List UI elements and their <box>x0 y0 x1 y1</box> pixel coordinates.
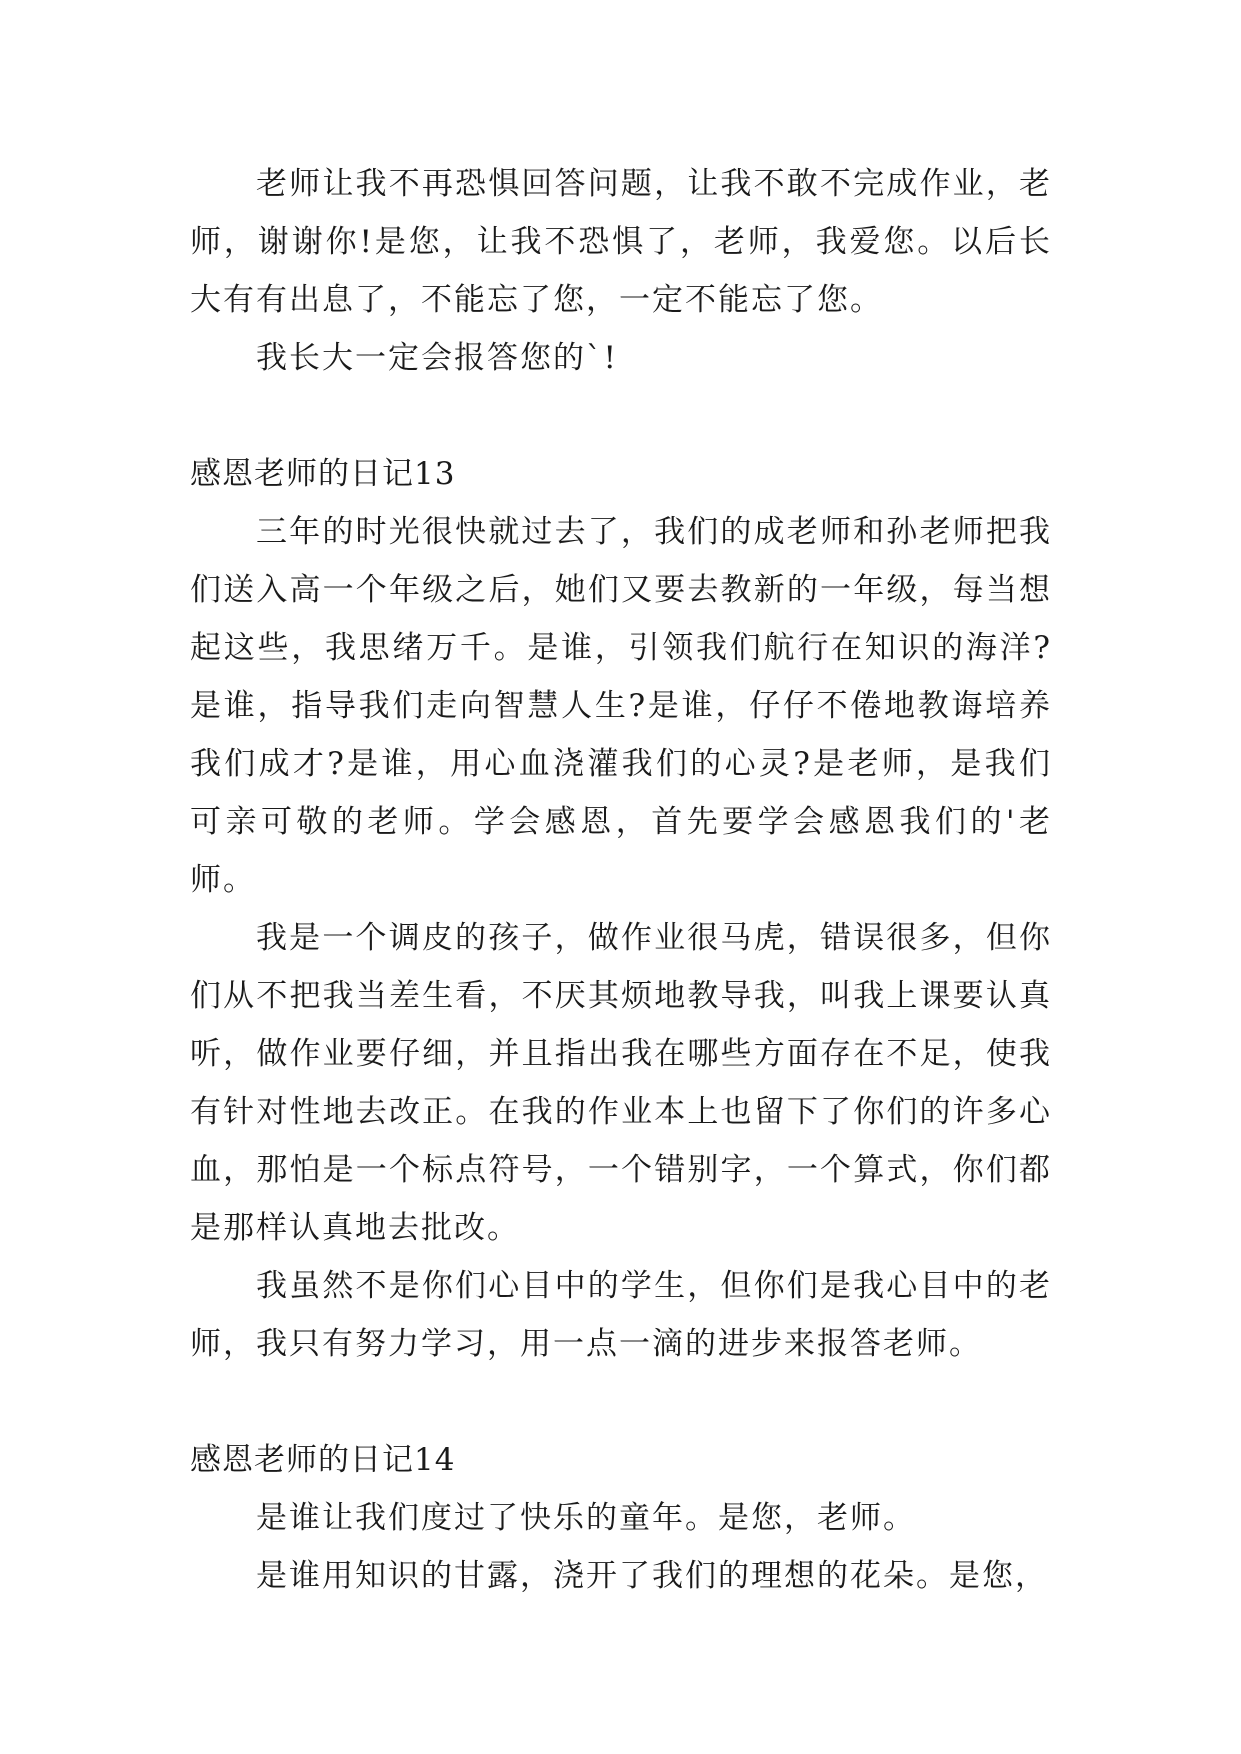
paragraph: 我虽然不是你们心目中的学生，但你们是我心目中的老师，我只有努力学习，用一点一滴的进步来报答老师。 <box>190 1268 1052 1362</box>
paragraph: 是谁让我们度过了快乐的童年。是您，老师。 <box>256 1500 916 1536</box>
section-heading-13: 感恩老师的日记13 <box>190 456 456 492</box>
paragraph: 三年的时光很快就过去了，我们的成老师和孙老师把我们送入高一个年级之后，她们又要去教新的一年级，每当想起这些，我思绪万千。是谁，引领我们航行在知识的海洋?是谁，指导我们走向智慧人生?是谁，仔仔不倦地教诲培养我们成才?是谁，用心血浇灌我们的心灵?是老师，是我们可亲可敬的老师。学会感恩，首先要学会感恩我们的'老师。 <box>190 514 1052 898</box>
paragraph: 是谁用知识的甘露，浇开了我们的理想的花朵。是您， <box>256 1558 1048 1594</box>
document-body <box>190 155 1052 1605</box>
section-heading-14: 感恩老师的日记14 <box>190 1442 456 1478</box>
section-spacer <box>190 387 1052 445</box>
paragraph: 老师让我不再恐惧回答问题，让我不敢不完成作业，老师，谢谢你!是您，让我不恐惧了，老师，我爱您。以后长大有有出息了，不能忘了您，一定不能忘了您。 <box>190 166 1052 318</box>
section-spacer <box>190 1373 1052 1431</box>
paragraph: 我是一个调皮的孩子，做作业很马虎，错误很多，但你们从不把我当差生看，不厌其烦地教导我，叫我上课要认真听，做作业要仔细，并且指出我在哪些方面存在不足，使我有针对性地去改正。在我的作业本上也留下了你们的许多心血，那怕是一个标点符号，一个错别字，一个算式，你们都是那样认真地去批改。 <box>190 920 1052 1246</box>
paragraph: 我长大一定会报答您的`! <box>256 340 618 376</box>
